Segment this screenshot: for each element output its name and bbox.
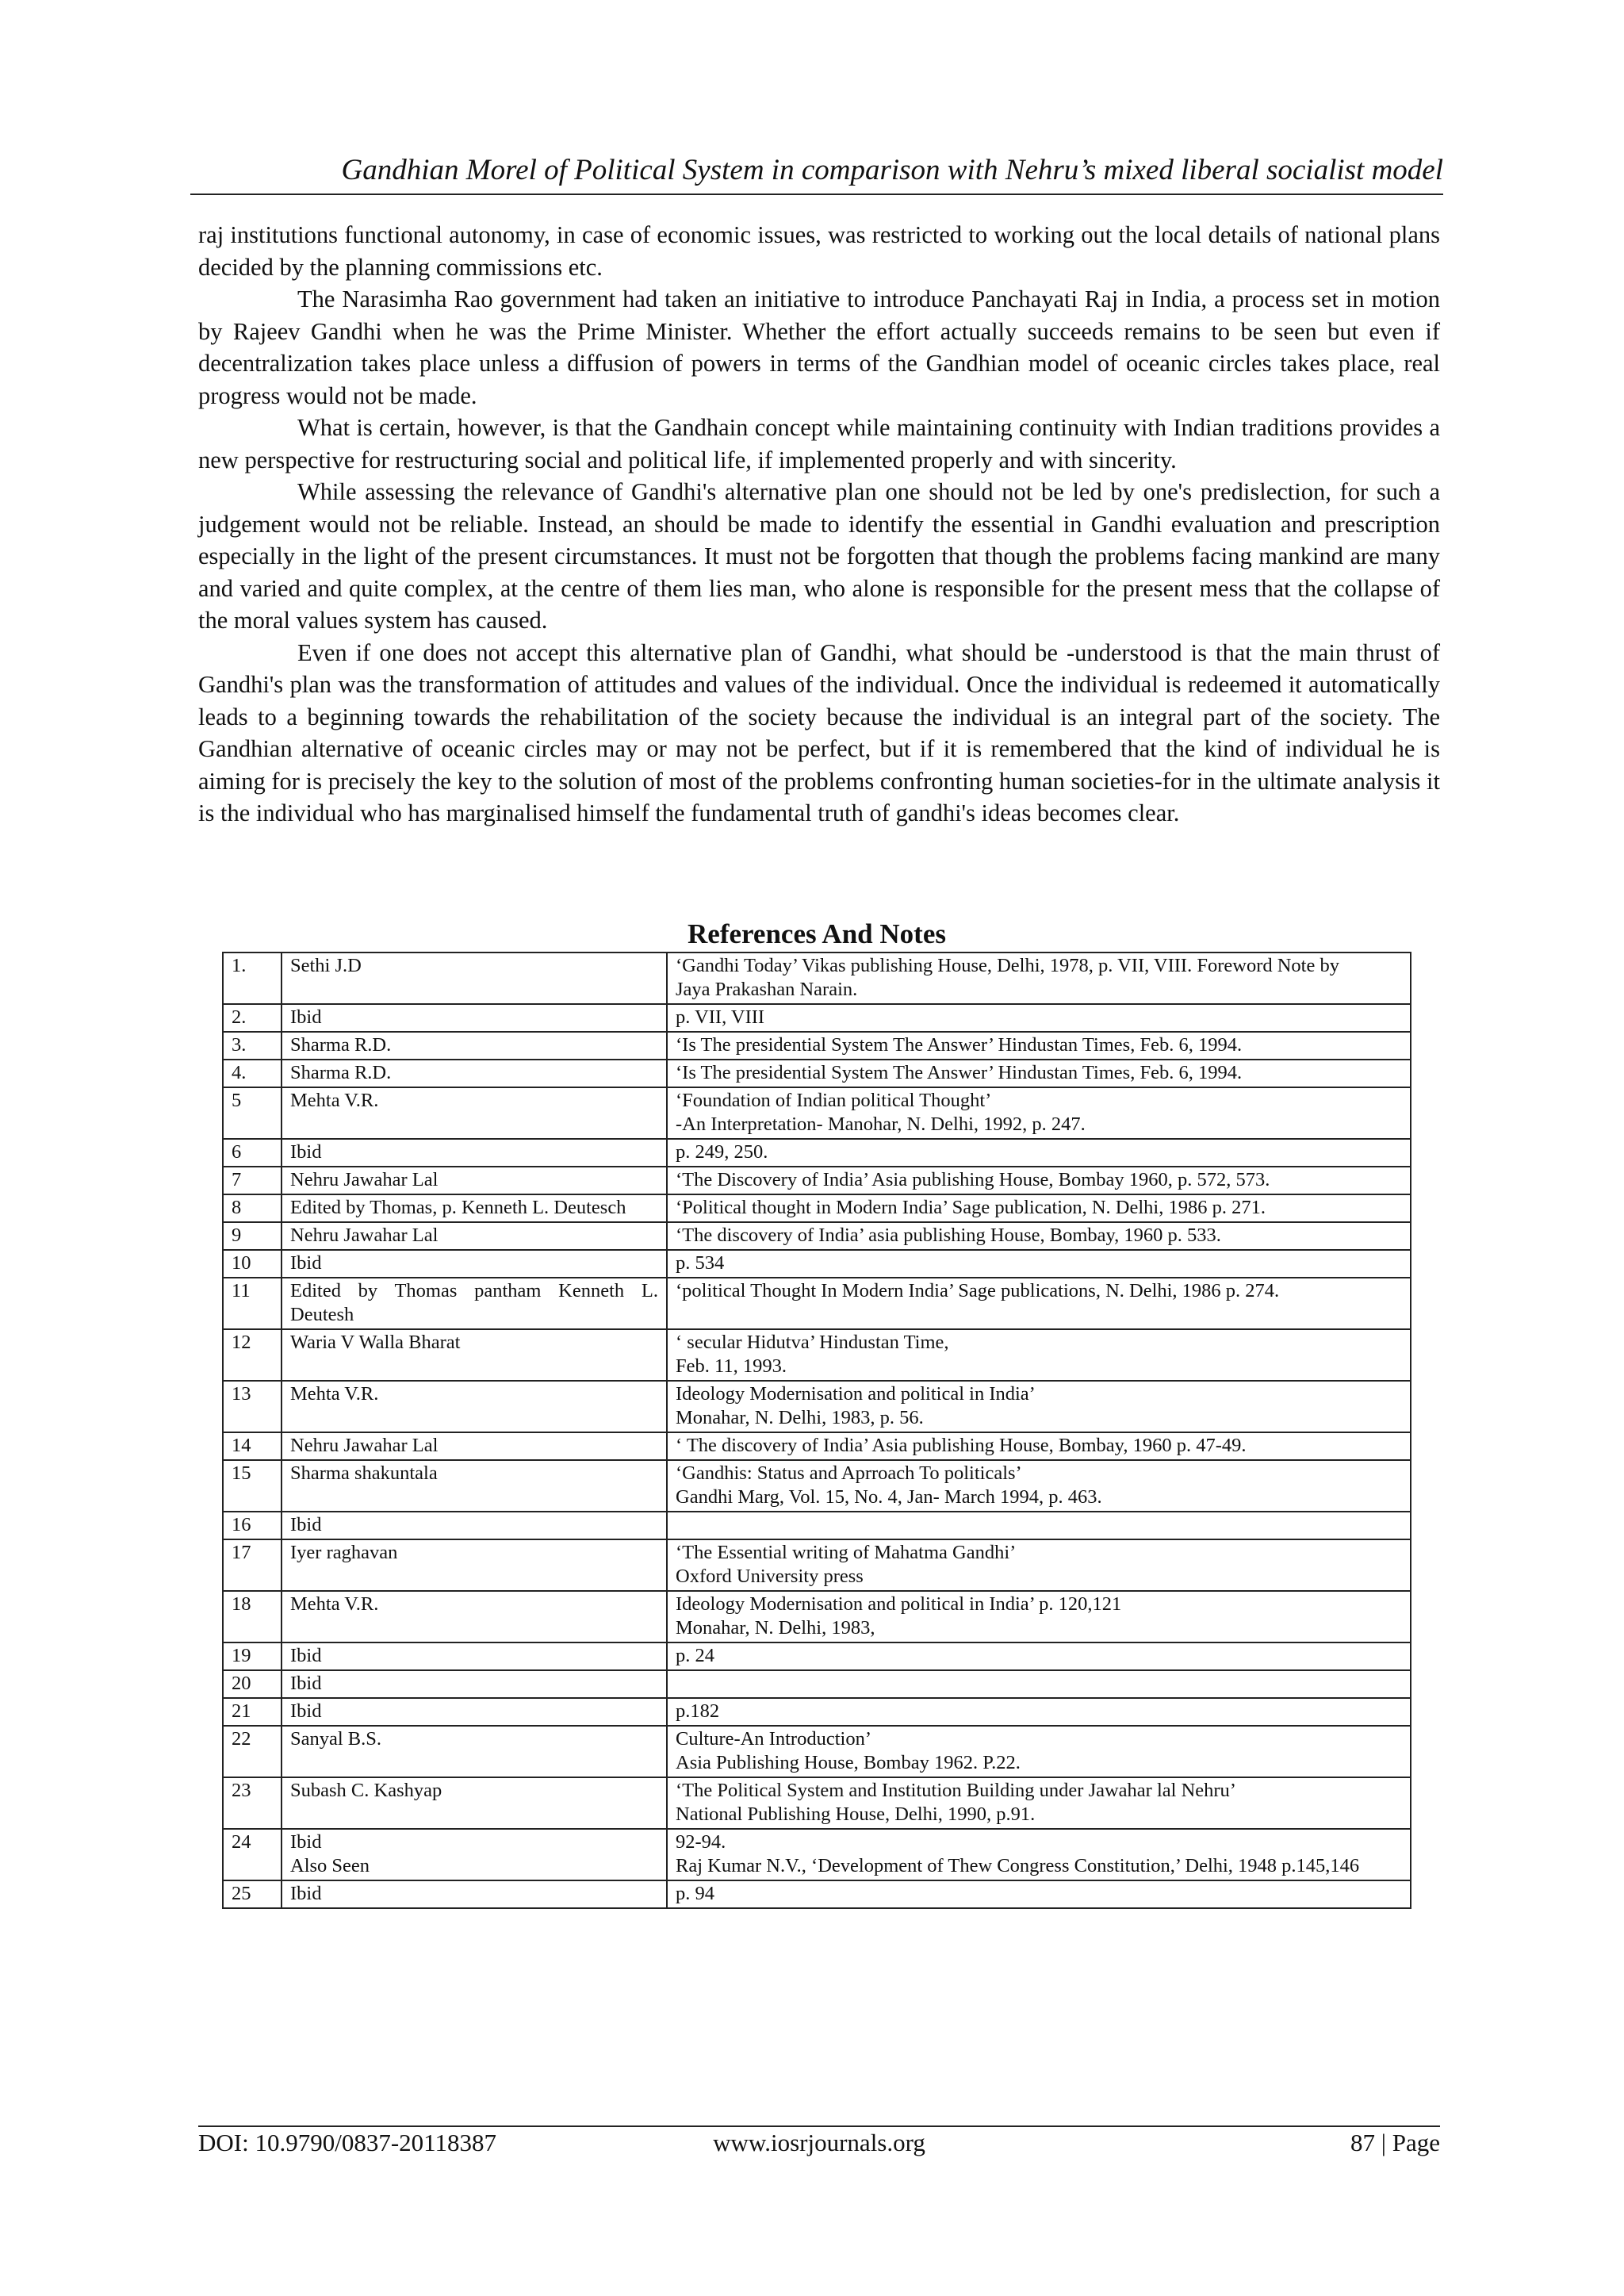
reference-author-line: Edited by Thomas pantham Kenneth L. Deutesh <box>290 1280 658 1325</box>
reference-author-line: Nehru Jawahar Lal <box>290 1435 439 1456</box>
reference-author-line: Mehta V.R. <box>290 1593 379 1615</box>
reference-number: 23 <box>223 1777 282 1829</box>
reference-row <box>223 1880 1411 1908</box>
reference-row <box>223 1591 1411 1642</box>
reference-source-line: ‘The Essential writing of Mahatma Gandhi’ <box>676 1542 1017 1563</box>
reference-author-line: Sanyal B.S. <box>290 1728 382 1750</box>
paragraph: While assessing the relevance of Gandhi's alternative plan one should not be led by one's predislection, for such a judgement would not be reliable. Instead, an should be made to identify the essential in Gandhi evaluation and prescription especially in the light of the present circumstances. It must not be forgotten that though the problems facing mankind are many and varied and quite complex, at the centre of them lies man, who alone is responsible for the present mess that the collapse of the moral values system has caused. <box>198 478 1440 634</box>
reference-row <box>223 1698 1411 1726</box>
reference-author-line: Mehta V.R. <box>290 1383 379 1405</box>
reference-source-line: p. 249, 250. <box>676 1141 768 1163</box>
reference-author <box>282 1004 667 1032</box>
reference-author <box>282 1087 667 1139</box>
doi-link[interactable]: DOI: 10.9790/0837-20118387 <box>198 2129 496 2156</box>
reference-author <box>282 1432 667 1460</box>
reference-author <box>282 1539 667 1591</box>
reference-author <box>282 1512 667 1539</box>
reference-number: 24 <box>223 1829 282 1880</box>
reference-row <box>223 1060 1411 1087</box>
reference-row <box>223 1032 1411 1060</box>
reference-author-line: Nehru Jawahar Lal <box>290 1225 439 1246</box>
reference-author-line: Sharma shakuntala <box>290 1462 438 1484</box>
reference-row <box>223 1087 1411 1139</box>
reference-number: 13 <box>223 1381 282 1432</box>
reference-source-line: 92-94. <box>676 1831 726 1853</box>
paragraph: raj institutions functional autonomy, in case of economic issues, was restricted to working out the local details of national plans decided by the planning commissions etc. <box>198 221 1440 281</box>
reference-number: 2. <box>223 1004 282 1032</box>
paragraph: The Narasimha Rao government had taken an initiative to introduce Panchayati Raj in India, a process set in motion by Rajeev Gandhi when he was the Prime Minister. Whether the effort actually succeeds remains to be seen but even if decentralization takes place unless a diffusion of powers in terms of the Gandhian model of oceanic circles takes place, real progress would not be made. <box>198 286 1440 409</box>
reference-author <box>282 1726 667 1777</box>
reference-author-line: Ibid <box>290 1883 322 1904</box>
reference-row <box>223 1460 1411 1512</box>
reference-number: 19 <box>223 1642 282 1670</box>
reference-source <box>667 1087 1411 1139</box>
reference-author <box>282 1278 667 1329</box>
body-text <box>198 219 1440 830</box>
reference-source <box>667 1512 1411 1539</box>
reference-source <box>667 1004 1411 1032</box>
reference-source-line: ‘Foundation of Indian political Thought’ <box>676 1090 992 1111</box>
reference-row <box>223 953 1411 1004</box>
reference-source <box>667 1250 1411 1278</box>
reference-row <box>223 1194 1411 1222</box>
reference-source-line: p. 534 <box>676 1252 725 1274</box>
reference-author <box>282 1329 667 1381</box>
reference-author-line: Ibid <box>290 1252 322 1274</box>
reference-source-line: Gandhi Marg, Vol. 15, No. 4, Jan- March 1994, p. 463. <box>676 1486 1102 1508</box>
reference-source-line: ‘The discovery of India’ asia publishing House, Bombay, 1960 p. 533. <box>676 1225 1221 1246</box>
reference-number: 7 <box>223 1167 282 1194</box>
reference-source-line: ‘ The discovery of India’ Asia publishing House, Bombay, 1960 p. 47-49. <box>676 1435 1247 1456</box>
reference-row <box>223 1642 1411 1670</box>
reference-number: 1. <box>223 953 282 1004</box>
reference-source <box>667 1329 1411 1381</box>
reference-source-line: ‘Is The presidential System The Answer’ Hindustan Times, Feb. 6, 1994. <box>676 1062 1243 1083</box>
reference-author-line: Subash C. Kashyap <box>290 1780 442 1801</box>
reference-source <box>667 1591 1411 1642</box>
reference-source-line: ‘Gandhi Today’ Vikas publishing House, Delhi, 1978, p. VII, VIII. Foreword Note by <box>676 955 1339 976</box>
reference-source-line: Monahar, N. Delhi, 1983, <box>676 1617 875 1639</box>
reference-source-line: ‘political Thought In Modern India’ Sage publications, N. Delhi, 1986 p. 274. <box>676 1280 1280 1301</box>
reference-number: 15 <box>223 1460 282 1512</box>
reference-source <box>667 1698 1411 1726</box>
reference-author <box>282 1222 667 1250</box>
reference-row <box>223 1539 1411 1591</box>
reference-source <box>667 1432 1411 1460</box>
header-divider <box>190 194 1443 195</box>
reference-source <box>667 1880 1411 1908</box>
references-table-body <box>223 953 1411 1908</box>
reference-author <box>282 1250 667 1278</box>
references-table <box>222 952 1411 1909</box>
reference-author <box>282 1698 667 1726</box>
reference-author <box>282 1060 667 1087</box>
reference-author <box>282 1591 667 1642</box>
reference-source <box>667 1139 1411 1167</box>
reference-source-line: ‘Political thought in Modern India’ Sage publication, N. Delhi, 1986 p. 271. <box>676 1197 1266 1218</box>
reference-author-line: Sethi J.D <box>290 955 362 976</box>
reference-author-line: Sharma R.D. <box>290 1062 392 1083</box>
references-heading: References And Notes <box>688 918 946 949</box>
reference-number: 22 <box>223 1726 282 1777</box>
reference-source <box>667 1032 1411 1060</box>
reference-row <box>223 1004 1411 1032</box>
reference-author-line: Ibid <box>290 1831 322 1853</box>
reference-source-line: Jaya Prakashan Narain. <box>676 979 858 1000</box>
reference-source-line: -An Interpretation- Manohar, N. Delhi, 1992, p. 247. <box>676 1114 1086 1135</box>
reference-source-line: ‘Gandhis: Status and Aprroach To politicals’ <box>676 1462 1022 1484</box>
reference-number: 5 <box>223 1087 282 1139</box>
reference-author-line: Ibid <box>290 1645 322 1666</box>
reference-source-line: Feb. 11, 1993. <box>676 1355 787 1377</box>
reference-source <box>667 1194 1411 1222</box>
reference-author <box>282 1880 667 1908</box>
reference-author <box>282 1829 667 1880</box>
reference-author-line: Sharma R.D. <box>290 1034 392 1056</box>
reference-source-line: Raj Kumar N.V., ‘Development of Thew Congress Constitution,’ Delhi, 1948 p.145,146 <box>676 1855 1360 1876</box>
reference-source <box>667 1670 1411 1698</box>
reference-source-line: Monahar, N. Delhi, 1983, p. 56. <box>676 1407 924 1428</box>
reference-number: 17 <box>223 1539 282 1591</box>
reference-number: 20 <box>223 1670 282 1698</box>
reference-source-line: National Publishing House, Delhi, 1990, p.91. <box>676 1803 1036 1825</box>
reference-source-line: Oxford University press <box>676 1566 864 1587</box>
reference-number: 8 <box>223 1194 282 1222</box>
reference-source-line: ‘ secular Hidutva’ Hindustan Time, <box>676 1332 949 1353</box>
reference-source <box>667 1777 1411 1829</box>
reference-source-line: Ideology Modernisation and political in India’ p. 120,121 <box>676 1593 1122 1615</box>
reference-number: 14 <box>223 1432 282 1460</box>
reference-source <box>667 1060 1411 1087</box>
reference-author-line: Ibid <box>290 1141 322 1163</box>
reference-source-line: p. 94 <box>676 1883 714 1904</box>
reference-source <box>667 1726 1411 1777</box>
reference-row <box>223 1329 1411 1381</box>
reference-source <box>667 1642 1411 1670</box>
reference-author <box>282 1194 667 1222</box>
reference-number: 16 <box>223 1512 282 1539</box>
reference-row <box>223 1726 1411 1777</box>
reference-row <box>223 1829 1411 1880</box>
reference-author <box>282 1381 667 1432</box>
reference-author <box>282 1460 667 1512</box>
paragraph: What is certain, however, is that the Gandhain concept while maintaining continuity with Indian traditions provides a new perspective for restructuring social and political life, if implemented properly and with sincerity. <box>198 414 1440 473</box>
reference-author <box>282 1167 667 1194</box>
reference-author-line: Mehta V.R. <box>290 1090 379 1111</box>
reference-source <box>667 1222 1411 1250</box>
reference-source-line: p. VII, VIII <box>676 1006 765 1028</box>
reference-number: 6 <box>223 1139 282 1167</box>
reference-source-line: ‘The Discovery of India’ Asia publishing House, Bombay 1960, p. 572, 573. <box>676 1169 1270 1190</box>
reference-source-line: ‘The Political System and Institution Building under Jawahar lal Nehru’ <box>676 1780 1236 1801</box>
reference-row <box>223 1670 1411 1698</box>
reference-author <box>282 1777 667 1829</box>
website-link[interactable]: www.iosrjournals.org <box>713 2129 925 2156</box>
reference-source-line: Ideology Modernisation and political in India’ <box>676 1383 1036 1405</box>
reference-source-line: p.182 <box>676 1700 720 1722</box>
reference-number: 25 <box>223 1880 282 1908</box>
reference-author-line: Iyer raghavan <box>290 1542 398 1563</box>
reference-source <box>667 1829 1411 1880</box>
reference-number: 10 <box>223 1250 282 1278</box>
reference-number: 9 <box>223 1222 282 1250</box>
reference-row <box>223 1777 1411 1829</box>
reference-author-line: Edited by Thomas, p. Kenneth L. Deutesch <box>290 1197 626 1218</box>
reference-row <box>223 1512 1411 1539</box>
page-number: 87 | Page <box>1350 2129 1440 2156</box>
reference-number: 3. <box>223 1032 282 1060</box>
reference-source <box>667 953 1411 1004</box>
reference-author <box>282 1642 667 1670</box>
reference-row <box>223 1381 1411 1432</box>
reference-source <box>667 1460 1411 1512</box>
reference-author-line: Ibid <box>290 1700 322 1722</box>
reference-row <box>223 1278 1411 1329</box>
reference-author <box>282 1670 667 1698</box>
reference-author-line: Waria V Walla Bharat <box>290 1332 461 1353</box>
reference-author-line: Ibid <box>290 1673 322 1694</box>
running-header-title: Gandhian Morel of Political System in comparison with Nehru’s mixed liberal socialist model <box>341 154 1443 186</box>
reference-author-line: Nehru Jawahar Lal <box>290 1169 439 1190</box>
reference-author <box>282 953 667 1004</box>
reference-row <box>223 1167 1411 1194</box>
reference-row <box>223 1139 1411 1167</box>
reference-source <box>667 1278 1411 1329</box>
reference-author-line: Also Seen <box>290 1855 370 1876</box>
reference-author <box>282 1032 667 1060</box>
reference-number: 12 <box>223 1329 282 1381</box>
paragraph: Even if one does not accept this alternative plan of Gandhi, what should be -understood is that the main thrust of Gandhi's plan was the transformation of attitudes and values of the individual. Once the individual is redeemed it automatically leads to a beginning towards the rehabilitation of the society because the individual is an integral part of the society. The Gandhian alternative of oceanic circles may or may not be perfect, but if it is remembered that the kind of individual he is aiming for is precisely the key to the solution of most of the problems confronting human societies-for in the ultimate analysis it is the individual who has marginalised himself the fundamental truth of gandhi's ideas becomes clear. <box>198 638 1440 826</box>
reference-source <box>667 1167 1411 1194</box>
reference-row <box>223 1432 1411 1460</box>
reference-author-line: Ibid <box>290 1514 322 1535</box>
reference-number: 18 <box>223 1591 282 1642</box>
reference-row <box>223 1222 1411 1250</box>
reference-number: 4. <box>223 1060 282 1087</box>
reference-source <box>667 1381 1411 1432</box>
reference-number: 21 <box>223 1698 282 1726</box>
reference-source-line: p. 24 <box>676 1645 714 1666</box>
page-footer <box>198 2127 1440 2159</box>
reference-row <box>223 1250 1411 1278</box>
reference-number: 11 <box>223 1278 282 1329</box>
reference-source <box>667 1539 1411 1591</box>
reference-author <box>282 1139 667 1167</box>
reference-source-line: Culture-An Introduction’ <box>676 1728 871 1750</box>
reference-author-line: Ibid <box>290 1006 322 1028</box>
reference-source-line: ‘Is The presidential System The Answer’ Hindustan Times, Feb. 6, 1994. <box>676 1034 1243 1056</box>
reference-source-line: Asia Publishing House, Bombay 1962. P.22. <box>676 1752 1021 1773</box>
